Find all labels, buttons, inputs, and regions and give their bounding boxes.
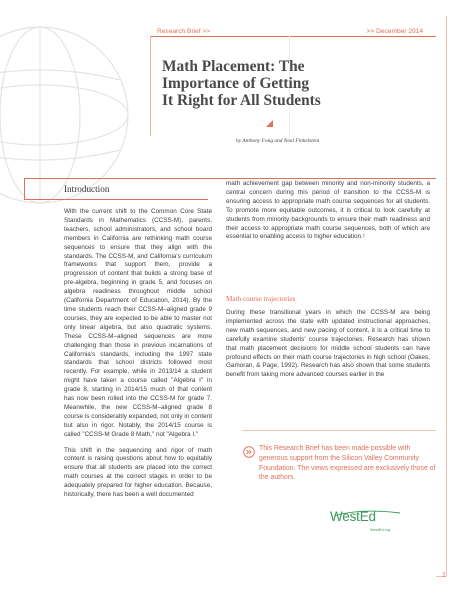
- intro-paragraph-2: This shift in the sequencing and rigor of math content is raising questions about how to equitably ensure that all students are placed into the correct math courses at the correct stages in order to be adequately prepared for higher education. Because, historically, there has been a well documented: [64, 446, 212, 499]
- intro-paragraph-1: With the current shift to the Common Core State Standards in Mathematics (CCSS-M), parents, teachers, school administrators, and school board members in California are rethinking math course sequences to ensure that they align with the standards. The CCSS-M, and California's curriculum frameworks that support them, provide a progression of content that builds a strong base of pre-algebra, beginning in grade 5, and focuses on algebra readiness throughout middle school (California Department of Education, 2014). By the time students reach their CCSS-M–aligned grade 9 courses, they are expected to be able to master not only linear algebra, but also quadratic systems. These CCSS-M–aligned sequences are more challenging than those in previous incarnations of California's standards, including the 1997 state standards that school districts followed most recently. For example, while in 2013/14 a student might have taken a course called "Algebra I" in grade 8, starting in 2014/15 much of that content has now been rolled into the CCSS-M for grade 7. Meanwhile, the new CCSS-M–aligned grade 8 course is considerably expanded, not only in content but also in rigor. Notably, the 2014/15 course is called "CCSS-M Grade 8 Math," not "Algebra I.": [64, 208, 212, 438]
- intro-heading: Introduction: [64, 184, 110, 194]
- wested-logo: WestEd: [330, 509, 376, 524]
- body-column-right-top: [226, 180, 430, 249]
- intro-heading-frame: [24, 178, 208, 200]
- right-margin-rule: [446, 16, 447, 576]
- sponsor-rule: [242, 430, 436, 431]
- body-column-right-bottom: [226, 309, 430, 387]
- header-label-right: >> December 2014: [366, 28, 423, 35]
- arrow-circle-icon: [243, 446, 255, 458]
- body-column-left: [64, 208, 212, 507]
- page-number: 1: [442, 572, 446, 579]
- sponsor-note: This Research Brief has been made possible with generous support from the Silicon Valley Community Foundation. The views expressed are exclusively those of the authors.: [259, 445, 436, 482]
- header-label-left: Research Brief >>: [157, 28, 211, 35]
- page-title: Math Placement: The Importance of Getting It Right for All Students: [162, 58, 321, 109]
- byline: by Anthony Fong and Neal Finkelstein: [236, 138, 320, 144]
- trajectories-paragraph: During these transitional years in which the CCSS-M are being implemented across the state with updated instructional approaches, new math sequences, and new pacing of content, it is a critical time to carefully examine students' course trajectories. Research has shown that math placement decisions for middle school students can have profound effects on their math course trajectories in high school (Oakes, Gamoran, & Page, 1992). Research has also shown that some students benefit from taking more advanced courses earlier in the: [226, 309, 430, 379]
- trajectories-heading: Math course trajectories: [226, 295, 296, 303]
- intro-paragraph-3: math achievement gap between minority and non-minority students, a central concern during this period of transition to the CCSS-M is ensuring access to appropriate math course sequences for all students. To promote more equitable outcomes, it is critical to look carefully at students from minority backgrounds to ensure their math readiness and their access to appropriate math course sequences, both of which are essential to enabling access to higher education.¹: [226, 180, 430, 241]
- corner-mark-icon: [266, 120, 273, 127]
- wested-url: WestEd.org: [370, 527, 391, 532]
